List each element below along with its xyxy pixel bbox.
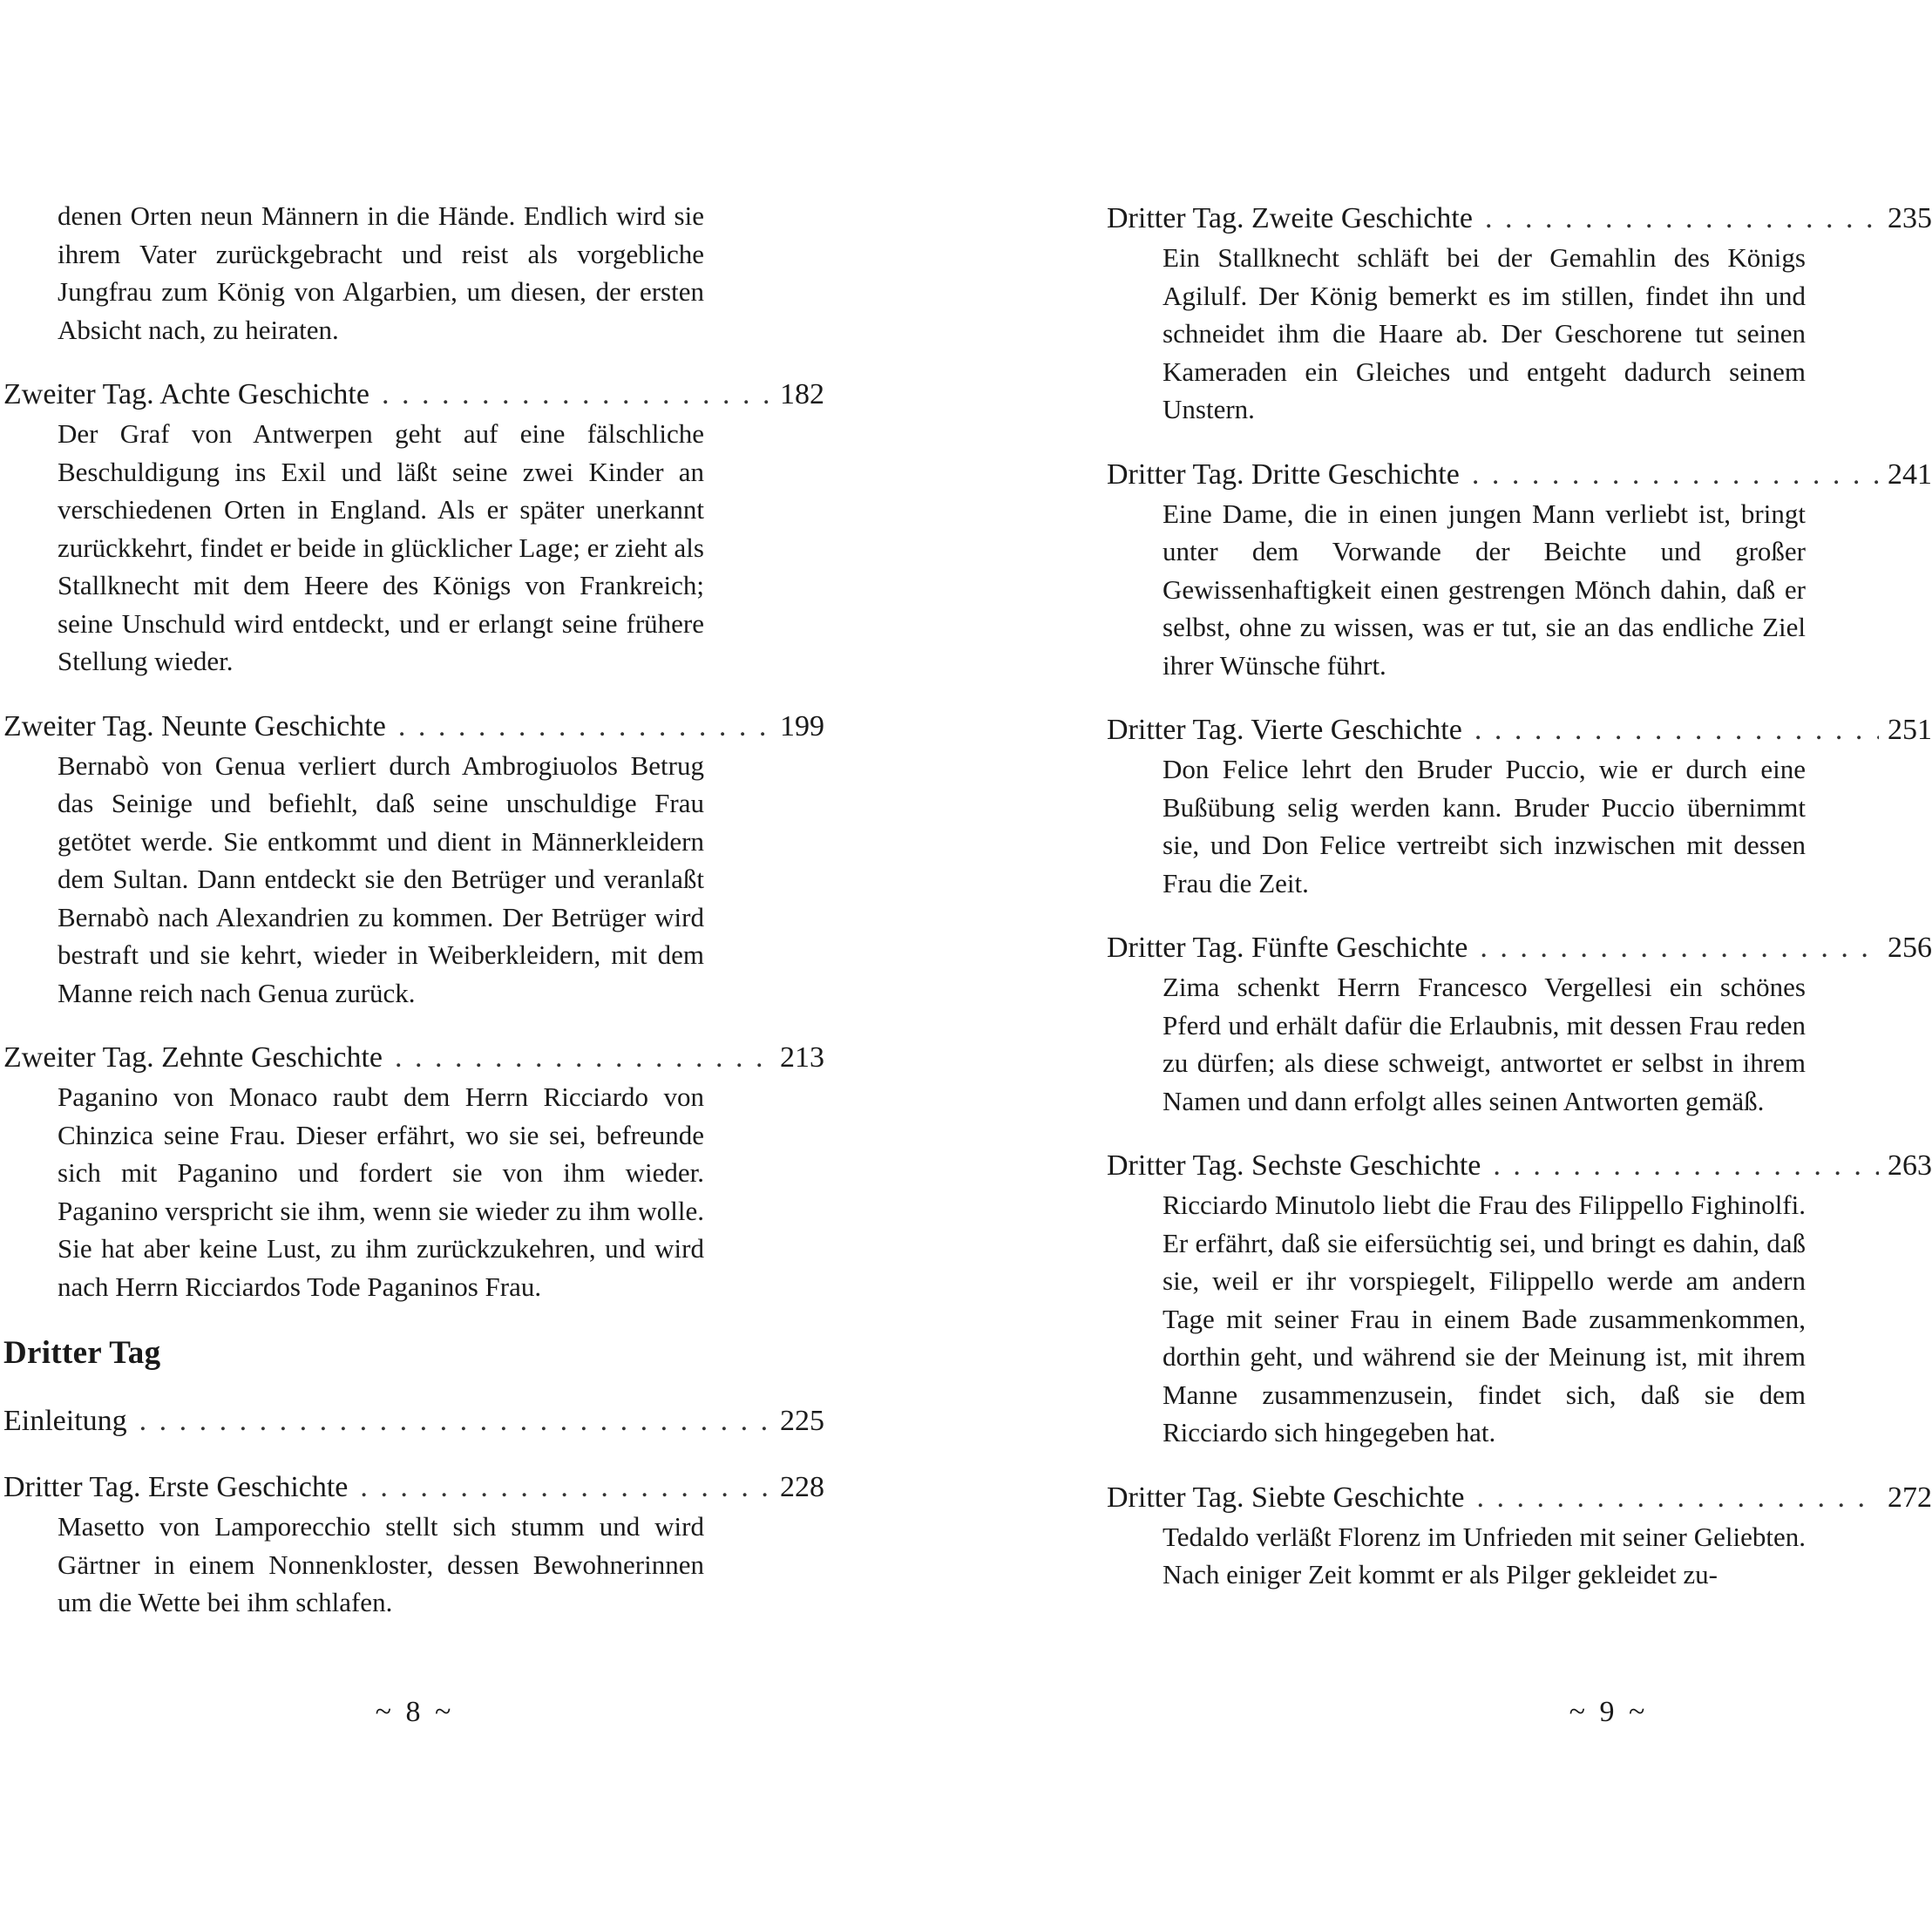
- toc-entry-heading[interactable]: [1107, 928, 1932, 968]
- left-page-column: [3, 197, 824, 1648]
- toc-entry-title: Dritter Tag. Siebte Geschichte: [1107, 1481, 1465, 1514]
- toc-entry-summary: Bernabò von Genua verliert durch Ambrogiuolos Betrug das Seinige und befiehlt, daß seine unschuldige Frau getötet werde. Sie entkommt und dient in Männerkleidern dem Sultan. Dann entdeckt sie den Betrüger und veranlaßt Bernabò nach Alexandrien zu kommen. Der Betrüger wird bestraft und sie kehrt, wieder in Weiberkleidern, mit dem Manne reich nach Genua zurück.: [58, 749, 704, 1008]
- toc-page-number: 235: [1888, 202, 1932, 234]
- right-page: [1107, 0, 1932, 1932]
- toc-page-number: 199: [780, 709, 824, 742]
- toc-entry: [1107, 1146, 1932, 1452]
- dot-leader: [382, 375, 771, 415]
- toc-entry-title: Dritter Tag. Fünfte Geschichte: [1107, 932, 1468, 964]
- dot-leader: [398, 707, 771, 747]
- toc-entry-summary: Eine Dame, die in einen jungen Mann verliebt ist, bringt unter dem Vorwande der Beichte und großer Gewissenhaftigkeit einen gestrengen Mönch dahin, daß er selbst, ohne zu wissen, was er tut, sie an das endliche Ziel ihrer Wünsche führt.: [1163, 498, 1806, 681]
- toc-entry: [3, 1401, 824, 1441]
- toc-entry-title: Zweiter Tag. Achte Geschichte: [3, 378, 369, 410]
- dot-leader: [1493, 1146, 1879, 1186]
- toc-entry-summary: Don Felice lehrt den Bruder Puccio, wie er durch eine Bußübung selig werden kann. Bruder Puccio übernimmt sie, und Don Felice vertreibt sich inzwischen mit dessen Frau die Zeit.: [1163, 754, 1806, 898]
- toc-entry-title: Zweiter Tag. Neunte Geschichte: [3, 709, 386, 742]
- dot-leader: [1472, 455, 1879, 495]
- toc-page-number: 263: [1888, 1149, 1932, 1182]
- toc-entry-heading[interactable]: [1107, 199, 1932, 239]
- toc-entry-summary: Tedaldo verläßt Florenz im Unfrieden mit seiner Geliebten. Nach einiger Zeit kommt er als Pilger gekleidet zu-: [1163, 1521, 1806, 1590]
- toc-page-number: 251: [1888, 714, 1932, 746]
- dot-leader: [395, 1038, 771, 1078]
- toc-entry-summary: Ricciardo Minutolo liebt die Frau des Filippello Fighinolfi. Er erfährt, daß sie eifersüchtig sei, und bringt es dahin, daß sie, weil er ihr vorspiegelt, Filippello werde am andern Tage mit seiner Frau in einem Bade zusammenkommen, dorthin geht, und während sie der Meinung ist, mit ihrem Manne zusammenzusein, findet sich, daß sie dem Ricciardo sich hingegeben hat.: [1163, 1190, 1806, 1447]
- toc-entry-title: Dritter Tag. Zweite Geschichte: [1107, 202, 1473, 234]
- dot-leader: [1480, 928, 1879, 968]
- toc-entry: [1107, 199, 1932, 429]
- toc-entry-heading[interactable]: [1107, 1478, 1932, 1518]
- toc-entry-title: Zweiter Tag. Zehnte Geschichte: [3, 1041, 383, 1074]
- toc-entry: [3, 707, 824, 1013]
- toc-entry-heading[interactable]: [3, 375, 824, 415]
- toc-entry-heading[interactable]: [3, 1401, 824, 1441]
- toc-page-number: 213: [780, 1041, 824, 1074]
- toc-entry-summary: Ein Stallknecht schläft bei der Gemahlin des Königs Agilulf. Der König bemerkt es im stillen, findet ihn und schneidet ihm die Haare ab. Der Geschorene tut seinen Kameraden ein Gleiches und entgeht dadurch seinem Unstern.: [1163, 242, 1806, 424]
- dot-leader: [1485, 199, 1879, 239]
- left-page: [0, 0, 871, 1932]
- toc-entry-heading[interactable]: [3, 707, 824, 747]
- toc-entry-summary: Der Graf von Antwerpen geht auf eine fälschliche Beschuldigung ins Exil und läßt seine zwei Kinder an verschiedenen Orten in England. Als er später unerkannt zurückkehrt, findet er beide in glücklicher Lage; er zieht als Stallknecht mit dem Heere des Königs von Frankreich; seine Unschuld wird entdeckt, und er erlangt seine frühere Stellung wieder.: [58, 418, 704, 676]
- toc-entry-summary: Paganino von Monaco raubt dem Herrn Ricciardo von Chinzica seine Frau. Dieser erfährt, wo sie sei, befreunde sich mit Paganino und fordert sie von ihm wieder. Paganino verspricht sie ihm, wenn sie wieder zu ihm wolle. Sie hat aber keine Lust, zu ihm zurückzukehren, und wird nach Herrn Ricciardos Tode Paganinos Frau.: [58, 1081, 704, 1302]
- page-number-footer: ~ 8 ~: [375, 1696, 455, 1728]
- toc-entry-title: Dritter Tag. Vierte Geschichte: [1107, 714, 1462, 746]
- toc-page-number: 241: [1888, 458, 1932, 491]
- continuation-text: denen Orten neun Männern in die Hände. Endlich wird sie ihrem Vater zurückgebracht und reist als vorgebliche Jungfrau zum König von Algarbien, um diesen, der ersten Absicht nach, zu heiraten.: [58, 200, 704, 345]
- toc-entry-heading[interactable]: [3, 1468, 824, 1508]
- toc-page-number: 182: [780, 378, 824, 410]
- toc-page-number: 225: [780, 1405, 824, 1437]
- toc-entry: [1107, 710, 1932, 902]
- toc-entry-title: Dritter Tag. Dritte Geschichte: [1107, 458, 1460, 491]
- dot-leader: [360, 1468, 771, 1508]
- toc-entry: [3, 1468, 824, 1622]
- toc-entry-title: Dritter Tag. Sechste Geschichte: [1107, 1149, 1481, 1182]
- toc-entry: [3, 1038, 824, 1305]
- toc-entry-heading[interactable]: [1107, 455, 1932, 495]
- toc-entry: [1107, 1478, 1932, 1594]
- toc-entry: [1107, 455, 1932, 685]
- toc-entry-summary: Masetto von Lamporecchio stellt sich stumm und wird Gärtner in einem Nonnenkloster, dessen Bewohnerinnen um die Wette bei ihm schlafen.: [58, 1511, 704, 1617]
- toc-page-number: 256: [1888, 932, 1932, 964]
- dot-leader: [139, 1401, 771, 1441]
- right-page-column: [1107, 199, 1932, 1620]
- page-number-footer: ~ 9 ~: [1569, 1696, 1649, 1728]
- dot-leader: [1477, 1478, 1879, 1518]
- toc-page-number: 272: [1888, 1481, 1932, 1514]
- toc-entry-title: Dritter Tag. Erste Geschichte: [3, 1471, 349, 1503]
- toc-entry-heading[interactable]: [1107, 1146, 1932, 1186]
- section-heading: Dritter Tag: [3, 1335, 161, 1371]
- toc-entry: [3, 375, 824, 681]
- toc-entry-summary: Zima schenkt Herrn Francesco Vergellesi ein schönes Pferd und erhält dafür die Erlaubnis, mit dessen Frau reden zu dürfen; als diese schweigt, antwortet er selbst in ihrem Namen und dann erfolgt alles seinen Antworten gemäß.: [1163, 972, 1806, 1116]
- toc-entry: [1107, 928, 1932, 1120]
- toc-entry-title: Einleitung: [3, 1405, 127, 1437]
- dot-leader: [1474, 710, 1879, 750]
- toc-entry-heading[interactable]: [1107, 710, 1932, 750]
- toc-entry-heading[interactable]: [3, 1038, 824, 1078]
- toc-page-number: 228: [780, 1471, 824, 1503]
